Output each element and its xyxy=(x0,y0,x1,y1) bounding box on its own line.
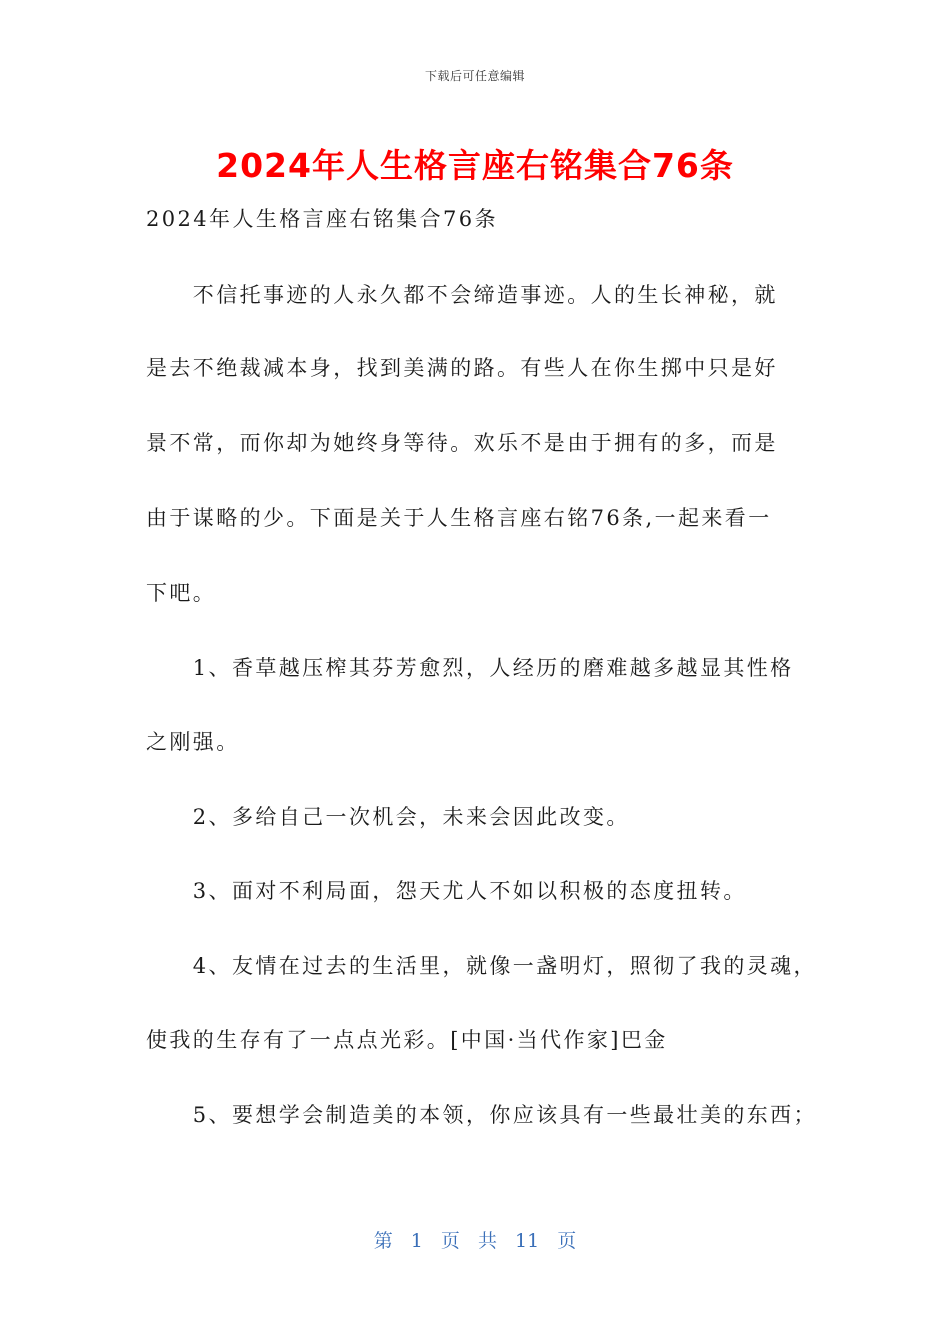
paragraph-line: 不信托事迹的人永久都不会缔造事迹。人的生长神秘，就 xyxy=(146,283,778,307)
list-item-line: 5、要想学会制造美的本领，你应该具有一些最壮美的东西； xyxy=(146,1103,817,1127)
list-item-line: 2、多给自己一次机会，未来会因此改变。 xyxy=(146,805,630,829)
footer-mid2: 共 xyxy=(477,1230,497,1252)
list-item-line: 使我的生存有了一点点光彩。[中国·当代作家]巴金 xyxy=(146,1028,668,1052)
subtitle-line: 2024年人生格言座右铭集合76条 xyxy=(146,207,498,231)
paragraph-line: 由于谋略的少。下面是关于人生格言座右铭76条,一起来看一 xyxy=(146,506,772,530)
footer-page-number: 1 xyxy=(410,1230,423,1252)
list-item-line: 3、面对不利局面，怨天尤人不如以积极的态度扭转。 xyxy=(146,879,747,903)
paragraph-line: 下吧。 xyxy=(146,581,217,605)
paragraph-line: 景不常，而你却为她终身等待。欢乐不是由于拥有的多，而是 xyxy=(146,431,778,455)
footer-total-pages: 11 xyxy=(515,1230,540,1252)
footer-prefix: 第 xyxy=(373,1230,393,1252)
footer-suffix: 页 xyxy=(557,1230,577,1252)
list-item-line: 之刚强。 xyxy=(146,730,240,754)
list-item-line: 1、香草越压榨其芬芳愈烈，人经历的磨难越多越显其性格 xyxy=(146,656,794,680)
document-title: 2024年人生格言座右铭集合76条 xyxy=(216,146,734,185)
paragraph-line: 是去不绝裁减本身，找到美满的路。有些人在你生掷中只是好 xyxy=(146,356,778,380)
footer-mid1: 页 xyxy=(440,1230,460,1252)
header-note: 下载后可任意编辑 xyxy=(424,69,525,83)
page-footer xyxy=(0,1226,950,1253)
list-item-line: 4、友情在过去的生活里，就像一盏明灯，照彻了我的灵魂， xyxy=(146,954,817,978)
